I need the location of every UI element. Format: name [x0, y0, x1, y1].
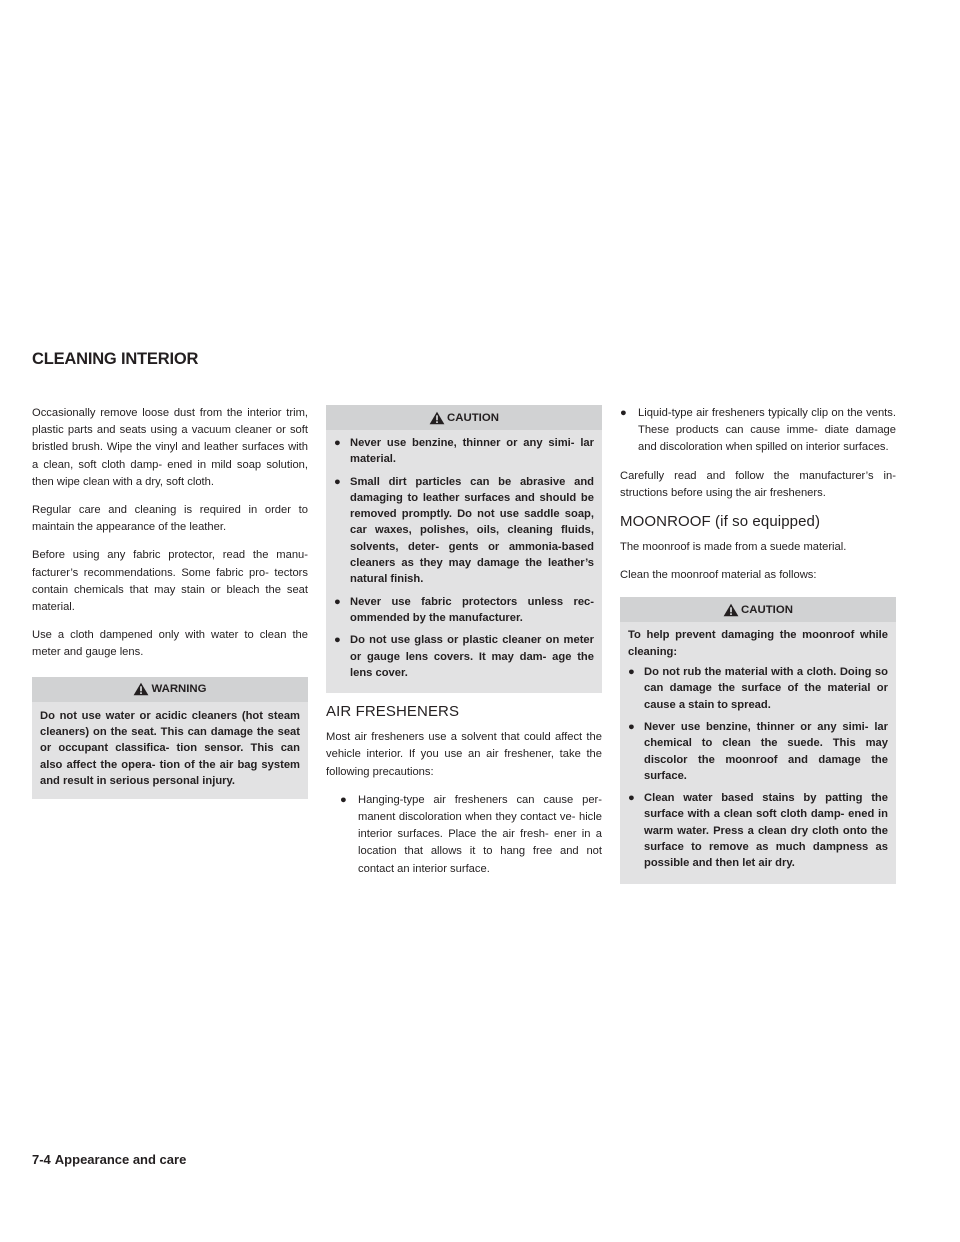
page-number: 7-4 — [32, 1152, 51, 1167]
caution-header — [326, 405, 602, 430]
bullet-icon: ● — [628, 720, 635, 733]
caution-header — [620, 597, 896, 622]
bullet-icon: ● — [628, 792, 635, 805]
bullet-icon: ● — [334, 437, 341, 449]
warning-header — [32, 677, 308, 702]
list-item — [334, 594, 594, 627]
caution-triangle-icon — [429, 411, 445, 425]
bullet-icon: ● — [340, 793, 347, 806]
list-item — [340, 792, 602, 878]
paragraph: Carefully read and follow the manufacturer’s in- structions before using the air fresheners. — [620, 469, 896, 499]
caution-box — [620, 597, 896, 883]
list-item-text: Do not rub the material with a cloth. Doing so can damage the surface of the material or cause a stain to spread. — [644, 666, 888, 711]
bullet-icon: ● — [334, 634, 341, 647]
list-item-text: Clean water based stains by patting the surface with a clean soft cloth damp- ened in warm water. Press a clean dry cloth onto the surface to remove as much dampness as possible and then let air dry. — [644, 792, 888, 870]
page-footer — [32, 1152, 186, 1167]
list-item — [620, 405, 896, 457]
air-fresheners-heading: AIR FRESHENERS — [326, 703, 460, 721]
paragraph: Occasionally remove loose dust from the interior trim, plastic parts and seats using a vacuum cleaner or soft bristled brush. Wipe the vinyl and leather surfaces with a clean, soft cloth damp- ened in mild soap solution, then wipe clean with a dry, soft cloth. — [32, 407, 308, 488]
list-item-text: Do not use glass or plastic cleaner on meter or gauge lens covers. It may dam- age the lens cover. — [350, 634, 594, 679]
warning-label: WARNING — [151, 683, 207, 696]
section-title: CLEANING INTERIOR — [32, 350, 199, 368]
moonroof-heading: MOONROOF (if so equipped) — [620, 513, 821, 531]
warning-triangle-icon — [133, 682, 149, 696]
warning-box — [32, 677, 308, 799]
column-middle — [326, 405, 602, 889]
list-item — [334, 474, 594, 588]
list-item-text: Liquid-type air fresheners typically clip on the vents. These products can cause imme- diate damage and discoloration when spilled on interior surfaces. — [638, 407, 896, 454]
caution-intro: To help prevent damaging the moonroof while cleaning: — [628, 629, 888, 658]
bullet-icon: ● — [334, 595, 341, 608]
list-item-text: Never use fabric protectors unless rec- ommended by the manufacturer. — [350, 595, 594, 624]
bullet-icon: ● — [334, 475, 341, 488]
caution-triangle-icon — [723, 603, 739, 617]
column-left — [32, 405, 308, 809]
bullet-icon: ● — [620, 407, 627, 419]
list-item — [628, 719, 888, 784]
bullet-icon: ● — [628, 666, 635, 679]
list-item — [334, 632, 594, 681]
caution-box — [326, 405, 602, 693]
caution-label: CAUTION — [447, 411, 499, 424]
list-item — [628, 790, 888, 871]
warning-text: Do not use water or acidic cleaners (hot steam cleaners) on the seat. This can damage the seat or occupant classifica- tion sensor. This can also affect the opera- tion of the air bag system and result in serious personal injury. — [40, 709, 300, 787]
list-item-text: Never use benzine, thinner or any simi- lar material. — [350, 437, 594, 466]
paragraph: Before using any fabric protector, read the manu- facturer’s recommendations. Some fabric pro- tectors contain chemicals that may stain or bleach the seat material. — [32, 549, 308, 614]
chapter-name: Appearance and care — [54, 1152, 187, 1167]
list-item — [334, 435, 594, 468]
paragraph: Clean the moonroof material as follows: — [620, 569, 817, 582]
list-item-text: Hanging-type air fresheners can cause per- manent discoloration when they contact ve- hicle interior surfaces. Place the air fresh- ener in a location that allows it to hang free and not contact an interior surface. — [358, 793, 602, 875]
list-item — [628, 664, 888, 713]
caution-label: CAUTION — [741, 603, 793, 616]
paragraph: The moonroof is made from a suede material. — [620, 541, 847, 554]
paragraph: Use a cloth dampened only with water to clean the meter and gauge lens. — [32, 629, 308, 659]
paragraph: Most air fresheners use a solvent that could affect the vehicle interior. If you use an air freshener, take the following precautions: — [326, 731, 602, 778]
paragraph: Regular care and cleaning is required in order to maintain the appearance of the leather. — [32, 504, 308, 534]
list-item-text: Small dirt particles can be abrasive and damaging to leather surfaces and should be removed promptly. Do not use saddle soap, car waxes, polishes, oils, cleaning fluids, solvents, deter- gents or ammonia-based cleaners as they may damage the leather’s natural finish. — [350, 475, 594, 586]
list-item-text: Never use benzine, thinner or any simi- lar chemical to clean the suede. This may discolor the moonroof and damage the surface. — [644, 720, 888, 782]
column-right — [620, 405, 896, 894]
